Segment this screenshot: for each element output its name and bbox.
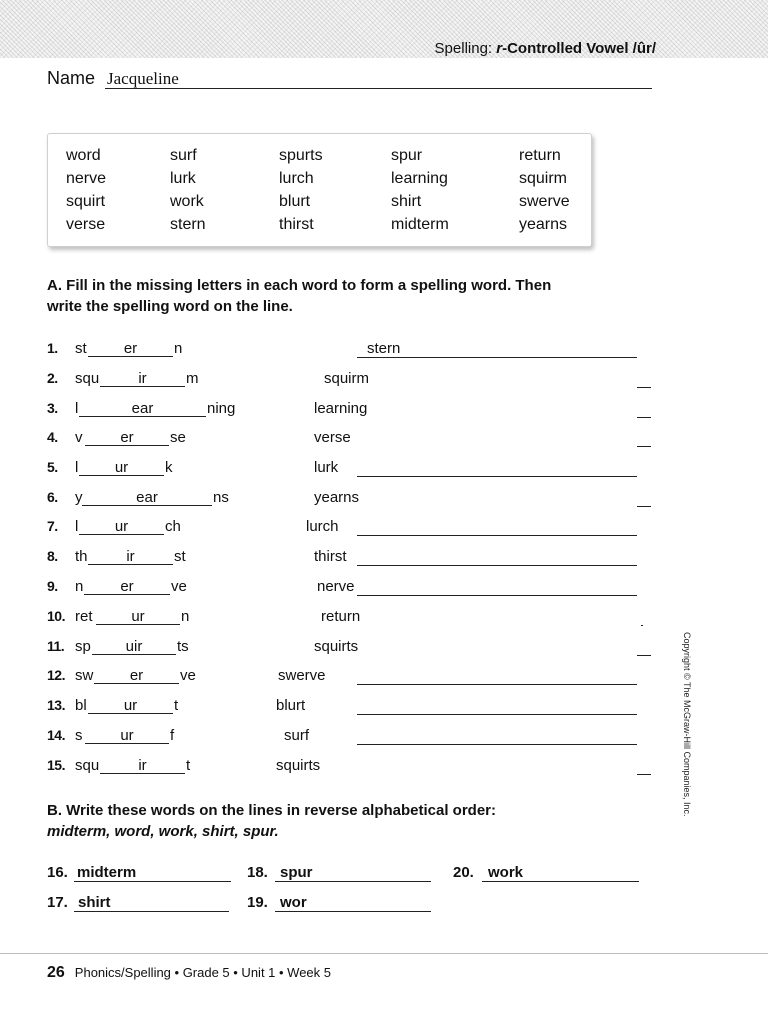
reverse-answer-field[interactable]: work [488,864,524,881]
exercise-item-7 [47,518,657,540]
word-list-item: nerve [66,170,107,187]
word-list-item: work [170,193,204,210]
answer-line [637,774,651,775]
word-list-item: midterm [391,216,449,233]
spelling-answer-field[interactable]: verse [314,429,351,446]
spelling-answer-field[interactable]: nerve [317,578,355,595]
exercise-item-4 [47,429,657,451]
reverse-order-item-19 [247,894,431,916]
exercise-item-6 [47,489,657,511]
word-prefix: s [75,727,83,744]
missing-letters-field[interactable]: ur [79,459,164,476]
word-suffix: n [174,340,183,357]
answer-line [637,655,651,656]
answer-line [357,714,637,715]
answer-line [357,595,637,596]
spelling-answer-field[interactable]: swerve [278,667,326,684]
word-list-item: lurch [279,170,314,187]
reverse-order-item-17 [47,894,229,916]
word-suffix: ts [177,638,189,655]
item-number: 15. [47,757,65,773]
word-suffix: ns [213,489,229,506]
page-number: 26 [47,964,65,981]
item-number: 3. [47,400,58,416]
word-suffix: st [174,548,186,565]
section-b-line1: B. Write these words on the lines in reverse alphabetical order: [47,802,497,819]
word-list-item: surf [170,147,197,164]
spelling-answer-field[interactable]: squirts [314,638,359,655]
spelling-answer-field[interactable]: thirst [314,548,347,565]
item-number: 12. [47,667,65,683]
exercise-item-13 [47,697,657,719]
word-prefix: l [75,400,79,417]
missing-letters-field[interactable]: ir [100,757,185,774]
header-rest: -Controlled Vowel /ûr/ [502,40,656,57]
exercise-item-3 [47,400,657,422]
item-number: 19. [247,894,268,911]
item-number: 6. [47,489,58,505]
word-list-item: yearns [519,216,568,233]
exercise-item-15 [47,757,657,779]
answer-line [637,387,651,388]
word-prefix: l [75,459,79,476]
exercise-item-14 [47,727,657,749]
spelling-answer-field[interactable]: surf [284,727,310,744]
answer-line [357,565,637,566]
spelling-answer-field[interactable]: lurk [314,459,339,476]
word-list-item: spurts [279,147,323,164]
word-suffix: ve [180,667,196,684]
item-number: 20. [453,864,474,881]
section-b-instructions [47,800,496,842]
name-line [105,88,652,89]
word-list-item: squirt [66,193,106,210]
answer-line [357,476,637,477]
answer-line [275,881,431,882]
exercise-item-10 [47,608,657,630]
word-list-item: stern [170,216,206,233]
item-number: 17. [47,894,68,911]
word-prefix: bl [75,697,87,714]
section-b-line2: midterm, word, work, shirt, spur. [47,823,279,840]
item-number: 2. [47,370,58,386]
item-number: 9. [47,578,58,594]
word-suffix: ch [165,518,181,535]
exercise-item-8 [47,548,657,570]
item-number: 1. [47,340,58,356]
word-suffix: t [186,757,191,774]
word-suffix: n [181,608,190,625]
reverse-answer-field[interactable]: wor [280,894,307,911]
word-list-item: learning [391,170,448,187]
answer-line [637,506,651,507]
answer-line [74,911,229,912]
answer-line [482,881,639,882]
exercise-item-12 [47,667,657,689]
word-list-item: blurt [279,193,311,210]
word-prefix: ret [75,608,93,625]
word-suffix: t [174,697,179,714]
copyright-notice: Copyright © The McGraw-Hill Companies, Inc. [682,632,692,817]
word-prefix: n [75,578,84,595]
word-prefix: sw [75,667,94,684]
name-label: Name [47,68,96,88]
reverse-answer-field[interactable]: spur [280,864,313,881]
reverse-answer-field[interactable]: midterm [77,864,137,881]
spelling-answer-field[interactable]: squirts [276,757,321,774]
answer-line [637,417,651,418]
missing-letters-field[interactable]: er [94,667,179,684]
answer-line [357,357,637,358]
answer-line [357,744,637,745]
exercise-item-5 [47,459,657,481]
answer-line [357,684,637,685]
word-prefix: l [75,518,79,535]
missing-letters-field[interactable]: ir [100,370,185,387]
answer-line [357,535,637,536]
reverse-answer-field[interactable]: shirt [78,894,111,911]
header-prefix: Spelling: [434,40,497,57]
header-r: r [496,40,503,57]
item-number: 7. [47,518,58,534]
exercise-item-11 [47,638,657,660]
missing-letters-field[interactable]: uir [92,638,176,655]
section-a-line1: A. Fill in the missing letters in each word to form a spelling word. Then [47,277,552,294]
missing-letters-field[interactable]: er [84,578,170,595]
word-list-item: lurk [170,170,196,187]
word-suffix: se [170,429,186,446]
missing-letters-field[interactable]: ear [79,400,206,417]
word-prefix: sp [75,638,91,655]
word-prefix: th [75,548,88,565]
spelling-word-box [47,133,592,247]
spelling-answer-field[interactable]: blurt [276,697,306,714]
item-number: 5. [47,459,58,475]
word-list-item: thirst [279,216,314,233]
item-number: 10. [47,608,65,624]
reverse-order-item-20 [453,864,639,886]
word-suffix: ning [207,400,236,417]
word-prefix: squ [75,370,100,387]
item-number: 18. [247,864,268,881]
spelling-answer-field[interactable]: learning [314,400,368,417]
item-number: 8. [47,548,58,564]
section-a-line2: write the spelling word on the line. [47,298,293,315]
reverse-order-item-16 [47,864,231,886]
spelling-answer-field[interactable]: yearns [314,489,360,506]
answer-line [275,911,431,912]
missing-letters-field[interactable]: ear [82,489,212,506]
footer-rule [0,953,768,954]
item-number: 14. [47,727,65,743]
missing-letters-field[interactable]: ur [88,697,173,714]
missing-letters-field[interactable]: ir [88,548,173,565]
missing-letters-field[interactable]: ur [96,608,180,625]
word-suffix: k [165,459,173,476]
item-number: 13. [47,697,65,713]
item-number: 11. [47,638,65,654]
exercise-item-9 [47,578,657,600]
missing-letters-field[interactable]: er [88,340,173,357]
word-prefix: squ [75,757,100,774]
answer-line [637,446,651,447]
word-suffix: m [186,370,199,387]
word-list-item: spur [391,147,423,164]
spelling-answer-field[interactable]: stern [367,340,401,357]
word-list-item: return [519,147,561,164]
word-list-item: squirm [519,170,568,187]
word-suffix: f [170,727,175,744]
word-list-item: word [66,147,101,164]
name-field[interactable]: Jacqueline [107,69,179,88]
page-header-title [435,40,656,57]
word-prefix: v [75,429,83,446]
name-row [47,68,652,90]
missing-letters-field[interactable]: ur [85,727,169,744]
exercise-item-1 [47,340,657,362]
item-number: 16. [47,864,68,881]
footer [47,964,331,982]
word-list-item: verse [66,216,106,233]
missing-letters-field[interactable]: er [85,429,169,446]
spelling-answer-field[interactable]: squirm [324,370,370,387]
spelling-answer-field[interactable]: lurch [306,518,339,535]
exercise-item-2 [47,370,657,392]
spelling-answer-field[interactable]: return [321,608,361,625]
missing-letters-field[interactable]: ur [79,518,164,535]
word-list-item: swerve [519,193,570,210]
word-prefix: y [75,489,83,506]
item-number: 4. [47,429,58,445]
answer-line [74,881,231,882]
footer-text: Phonics/Spelling • Grade 5 • Unit 1 • Week 5 [74,965,332,980]
word-prefix: st [75,340,87,357]
word-list-item: shirt [391,193,422,210]
word-suffix: ve [171,578,187,595]
section-a-instructions [47,275,551,317]
reverse-order-item-18 [247,864,431,886]
answer-line [641,625,643,626]
